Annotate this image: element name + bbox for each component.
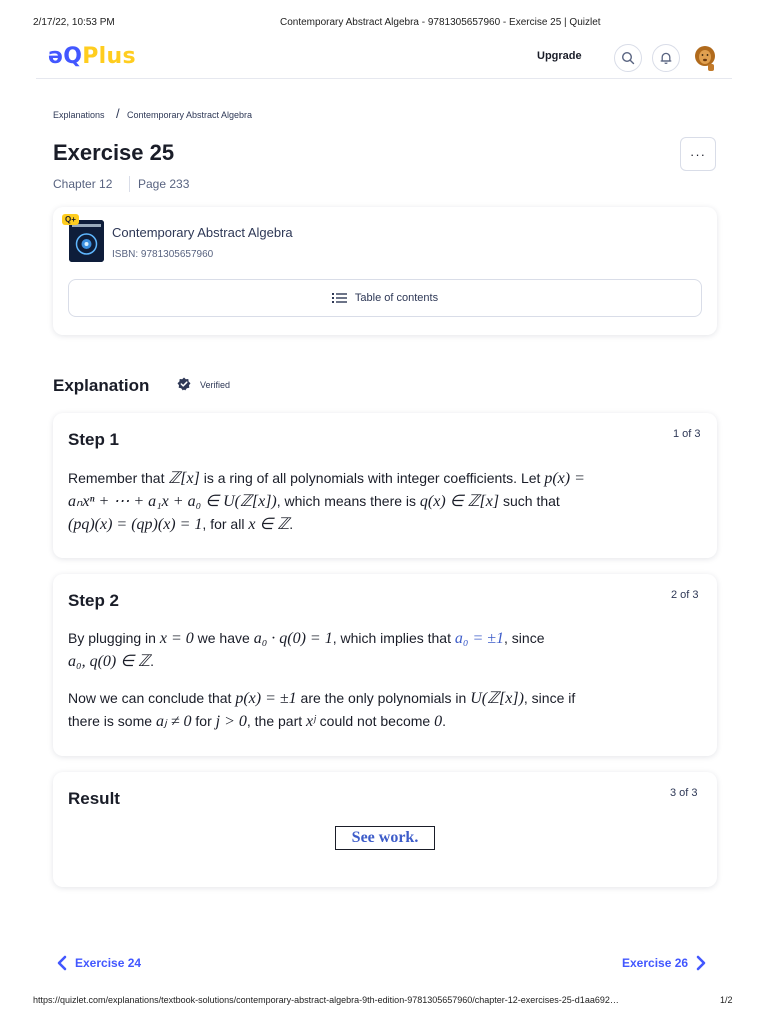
table-of-contents-button[interactable] [68, 279, 702, 317]
page-label: Page 233 [138, 177, 190, 191]
upgrade-link[interactable]: Upgrade [537, 50, 582, 62]
search-button[interactable] [614, 44, 642, 72]
more-options-button[interactable]: ··· [680, 137, 716, 171]
chapter-label: Chapter 12 [53, 177, 113, 191]
step-1-count: 1 of 3 [673, 428, 701, 440]
book-title[interactable]: Contemporary Abstract Algebra [112, 225, 293, 240]
logo-main: ǝQ [48, 44, 83, 69]
book-cover-image[interactable] [69, 220, 104, 262]
print-doc-title: Contemporary Abstract Algebra - 9781305657960 - Exercise 25 | Quizlet [280, 17, 601, 28]
book-isbn: ISBN: 9781305657960 [112, 249, 214, 260]
prev-exercise-label: Exercise 24 [75, 956, 142, 970]
chevron-right-icon [696, 955, 706, 971]
step-1-title: Step 1 [68, 430, 120, 449]
lion-avatar-icon [692, 44, 718, 72]
explanation-heading: Explanation [53, 376, 150, 395]
logo-plus: Plus [82, 44, 136, 69]
prev-exercise-link[interactable] [57, 955, 141, 971]
step-2-count: 2 of 3 [671, 589, 699, 601]
result-box: See work. [335, 826, 435, 850]
header-divider [36, 78, 732, 79]
quizlet-plus-logo[interactable] [48, 44, 136, 69]
list-icon [332, 292, 347, 304]
next-exercise-link[interactable] [622, 955, 706, 971]
breadcrumb-separator: / [116, 106, 120, 121]
step-2-body: By plugging in x = 0 we have a₀ · q(0) = 1, which implies that a₀ = ±1, since a₀, q(0) ∈ ℤ. Now we can conclude that p(x) = ±1 are the only polynomials in U(ℤ[x]), since if there is some aⱼ ≠ 0 for j > 0, the part xʲ could not become 0. [68, 630, 576, 730]
notifications-button[interactable] [652, 44, 680, 72]
breadcrumb-explanations[interactable]: Explanations [53, 110, 105, 120]
chevron-left-icon [57, 955, 67, 971]
step-1-body: Remember that ℤ[x] is a ring of all polynomials with integer coefficients. Let p(x) = aₙxⁿ + ⋯ + a₁x + a₀ ∈ U(ℤ[x]), which means there is q(x) ∈ ℤ[x] such that (pq)(x) = (qp)(x) = 1, for all x ∈ ℤ. [68, 470, 585, 533]
step-2-title: Step 2 [68, 591, 120, 610]
bell-icon [659, 51, 673, 65]
avatar[interactable] [692, 44, 718, 72]
result-count: 3 of 3 [670, 787, 698, 799]
qplus-badge: Q+ [62, 214, 79, 225]
search-icon [621, 51, 635, 65]
print-footer-page: 1/2 [720, 995, 733, 1005]
toc-label: Table of contents [354, 292, 439, 304]
verified-check-icon [177, 377, 191, 391]
verified-label: Verified [200, 380, 231, 390]
meta-divider [129, 176, 130, 192]
next-exercise-label: Exercise 26 [622, 956, 689, 970]
book-cover-art [69, 220, 104, 262]
breadcrumb-book[interactable]: Contemporary Abstract Algebra [127, 110, 253, 120]
page-title: Exercise 25 [53, 140, 175, 165]
print-datetime: 2/17/22, 10:53 PM [33, 17, 115, 28]
result-title: Result [68, 789, 120, 808]
print-footer-url: https://quizlet.com/explanations/textbook-solutions/contemporary-abstract-algebra-9th-edition-9781305657960/chapter-12-exercises-25-d1aa692… [33, 995, 619, 1005]
verified-badge [177, 377, 191, 396]
